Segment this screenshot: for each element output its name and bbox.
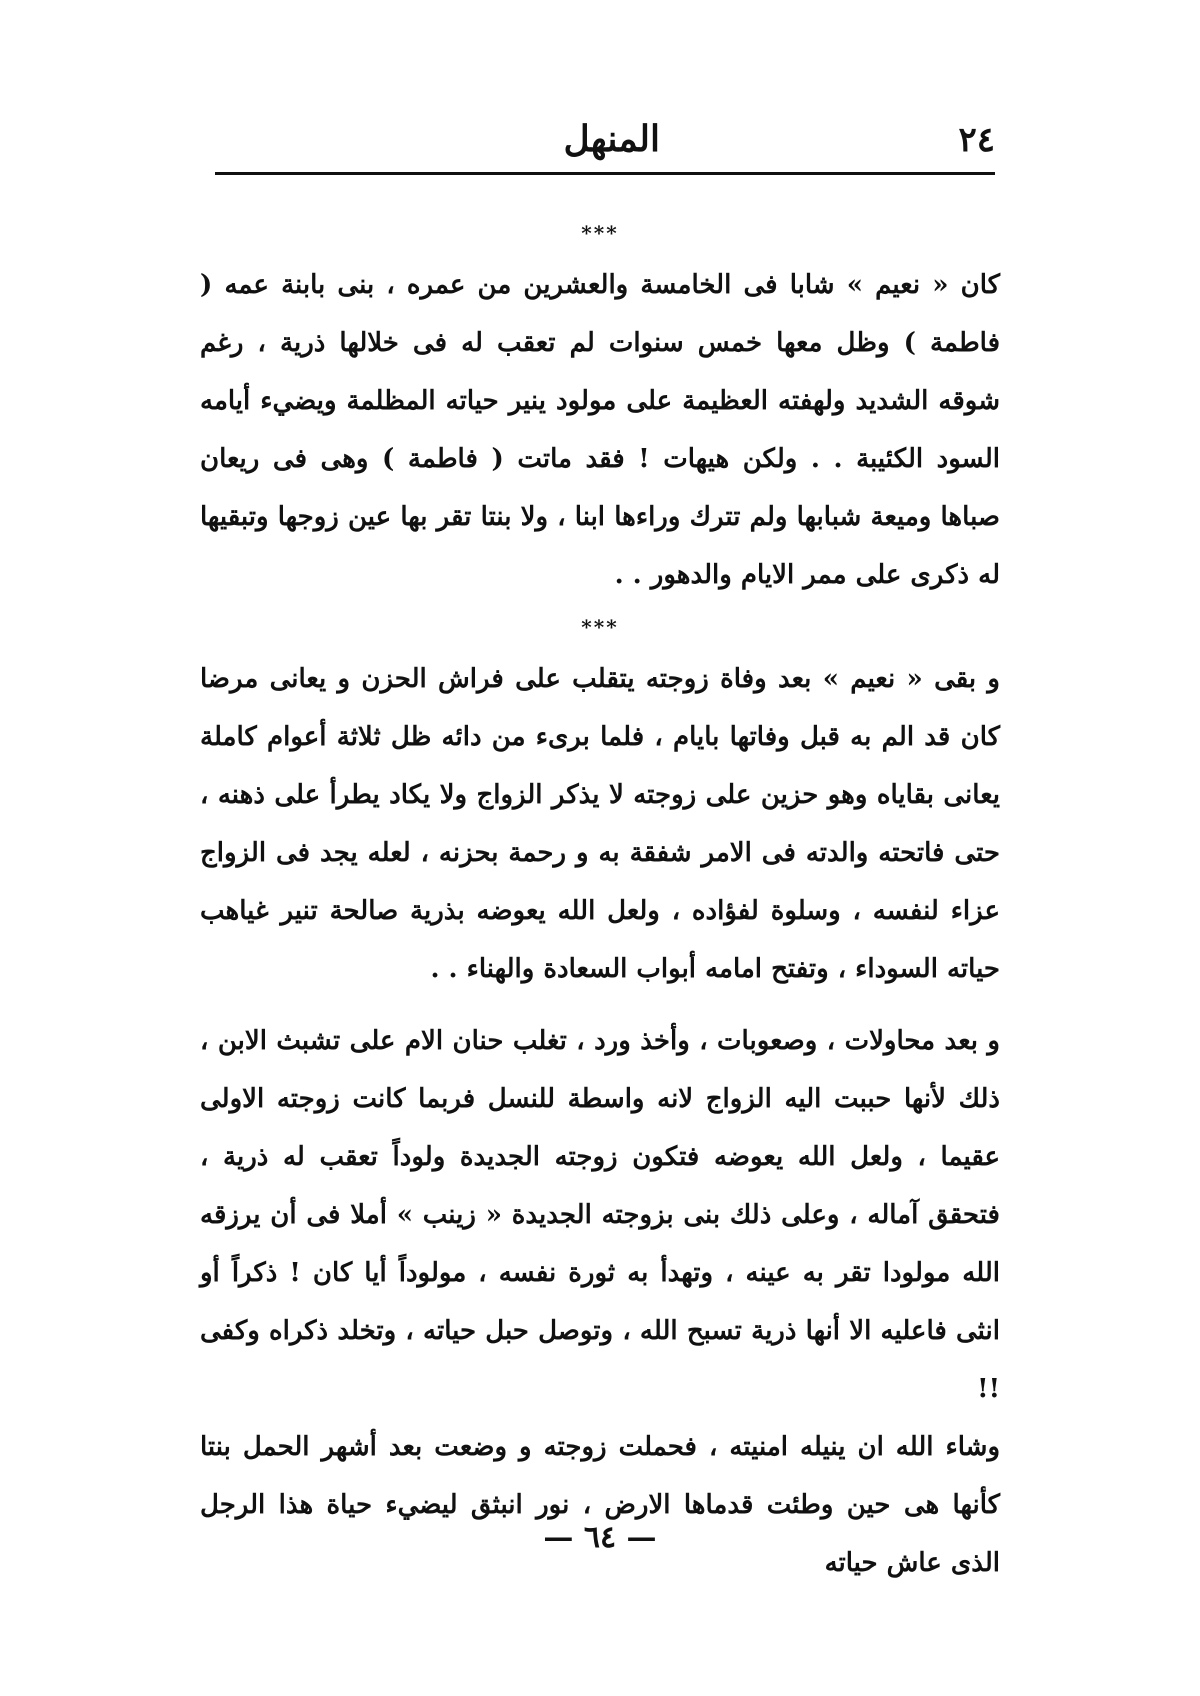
folio-page-number: — ٦٤ — [543,1520,657,1555]
paragraph-2: و بقى « نعيم » بعد وفاة زوجته يتقلب على فراش الحزن و يعانى مرضا كان قد الم به قبل وفاتها بايام ، فلما برىء من دائه ظل ثلاثة أعوام كاملة يعانى بقاياه وهو حزين على زوجته لا يذكر الزواج ولا يكاد يطرأ على ذهنه ، حتى فاتحته والدته فى الامر شفقة به و رحمة بحزنه ، لعله يجد فى الزواج عزاء لنفسه ، وسلوة لفؤاده ، ولعل الله يعوضه بذرية صالحة تنير غياهب حياته السوداء ، وتفتح امامه أبواب السعادة والهناء . . [200,664,1000,984]
running-header [215,110,995,172]
header-rule [215,172,995,175]
section-separator: *** [581,221,619,245]
body-text [200,210,1000,1592]
paragraph-4: وشاء الله ان ينيله امنيته ، فحملت زوجته و وضعت بعد أشهر الحمل بنتا كأنها هى حين وطئت قدماها الارض ، نور انبثق ليضيء حياة هذا الرجل الذى عاش حياته [200,1432,1000,1578]
header-page-number: ٢٤ [958,120,995,160]
paragraph-3: و بعد محاولات ، وصعوبات ، وأخذ ورد ، تغلب حنان الام على تشبث الابن ، ذلك لأنها حببت اليه الزواج لانه واسطة للنسل فربما كانت زوجته الاولى عقيما ، ولعل الله يعوضه فتكون زوجته الجديدة ولوداً تعقب له ذرية ، فتحقق آماله ، وعلى ذلك بنى بزوجته الجديدة « زينب » أملا فى أن يرزقه الله مولودا تقر به عينه ، وتهدأ به ثورة نفسه ، مولوداً أيا كان ! ذكراً أو انثى فاعليه الا أنها ذرية تسبح الله ، وتوصل حبل حياته ، وتخلد ذكراه وكفى !! [200,1026,1000,1404]
section-separator: *** [581,615,619,639]
header-title: المنهل [563,118,660,160]
paragraph-1: كان « نعيم » شابا فى الخامسة والعشرين من عمره ، بنى بابنة عمه ( فاطمة ) وظل معها خمس سنوات لم تعقب له فى خلالها ذرية ، رغم شوقه الشديد ولهفته العظيمة على مولود ينير حياته المظلمة ويضيء أيامه السود الكئيبة . . ولكن هيهات ! فقد ماتت ( فاطمة ) وهى فى ريعان صباها وميعة شبابها ولم تترك وراءها ابنا ، ولا بنتا تقر بها عين زوجها وتبقيها له ذكرى على ممر الايام والدهور . . [200,270,1000,590]
